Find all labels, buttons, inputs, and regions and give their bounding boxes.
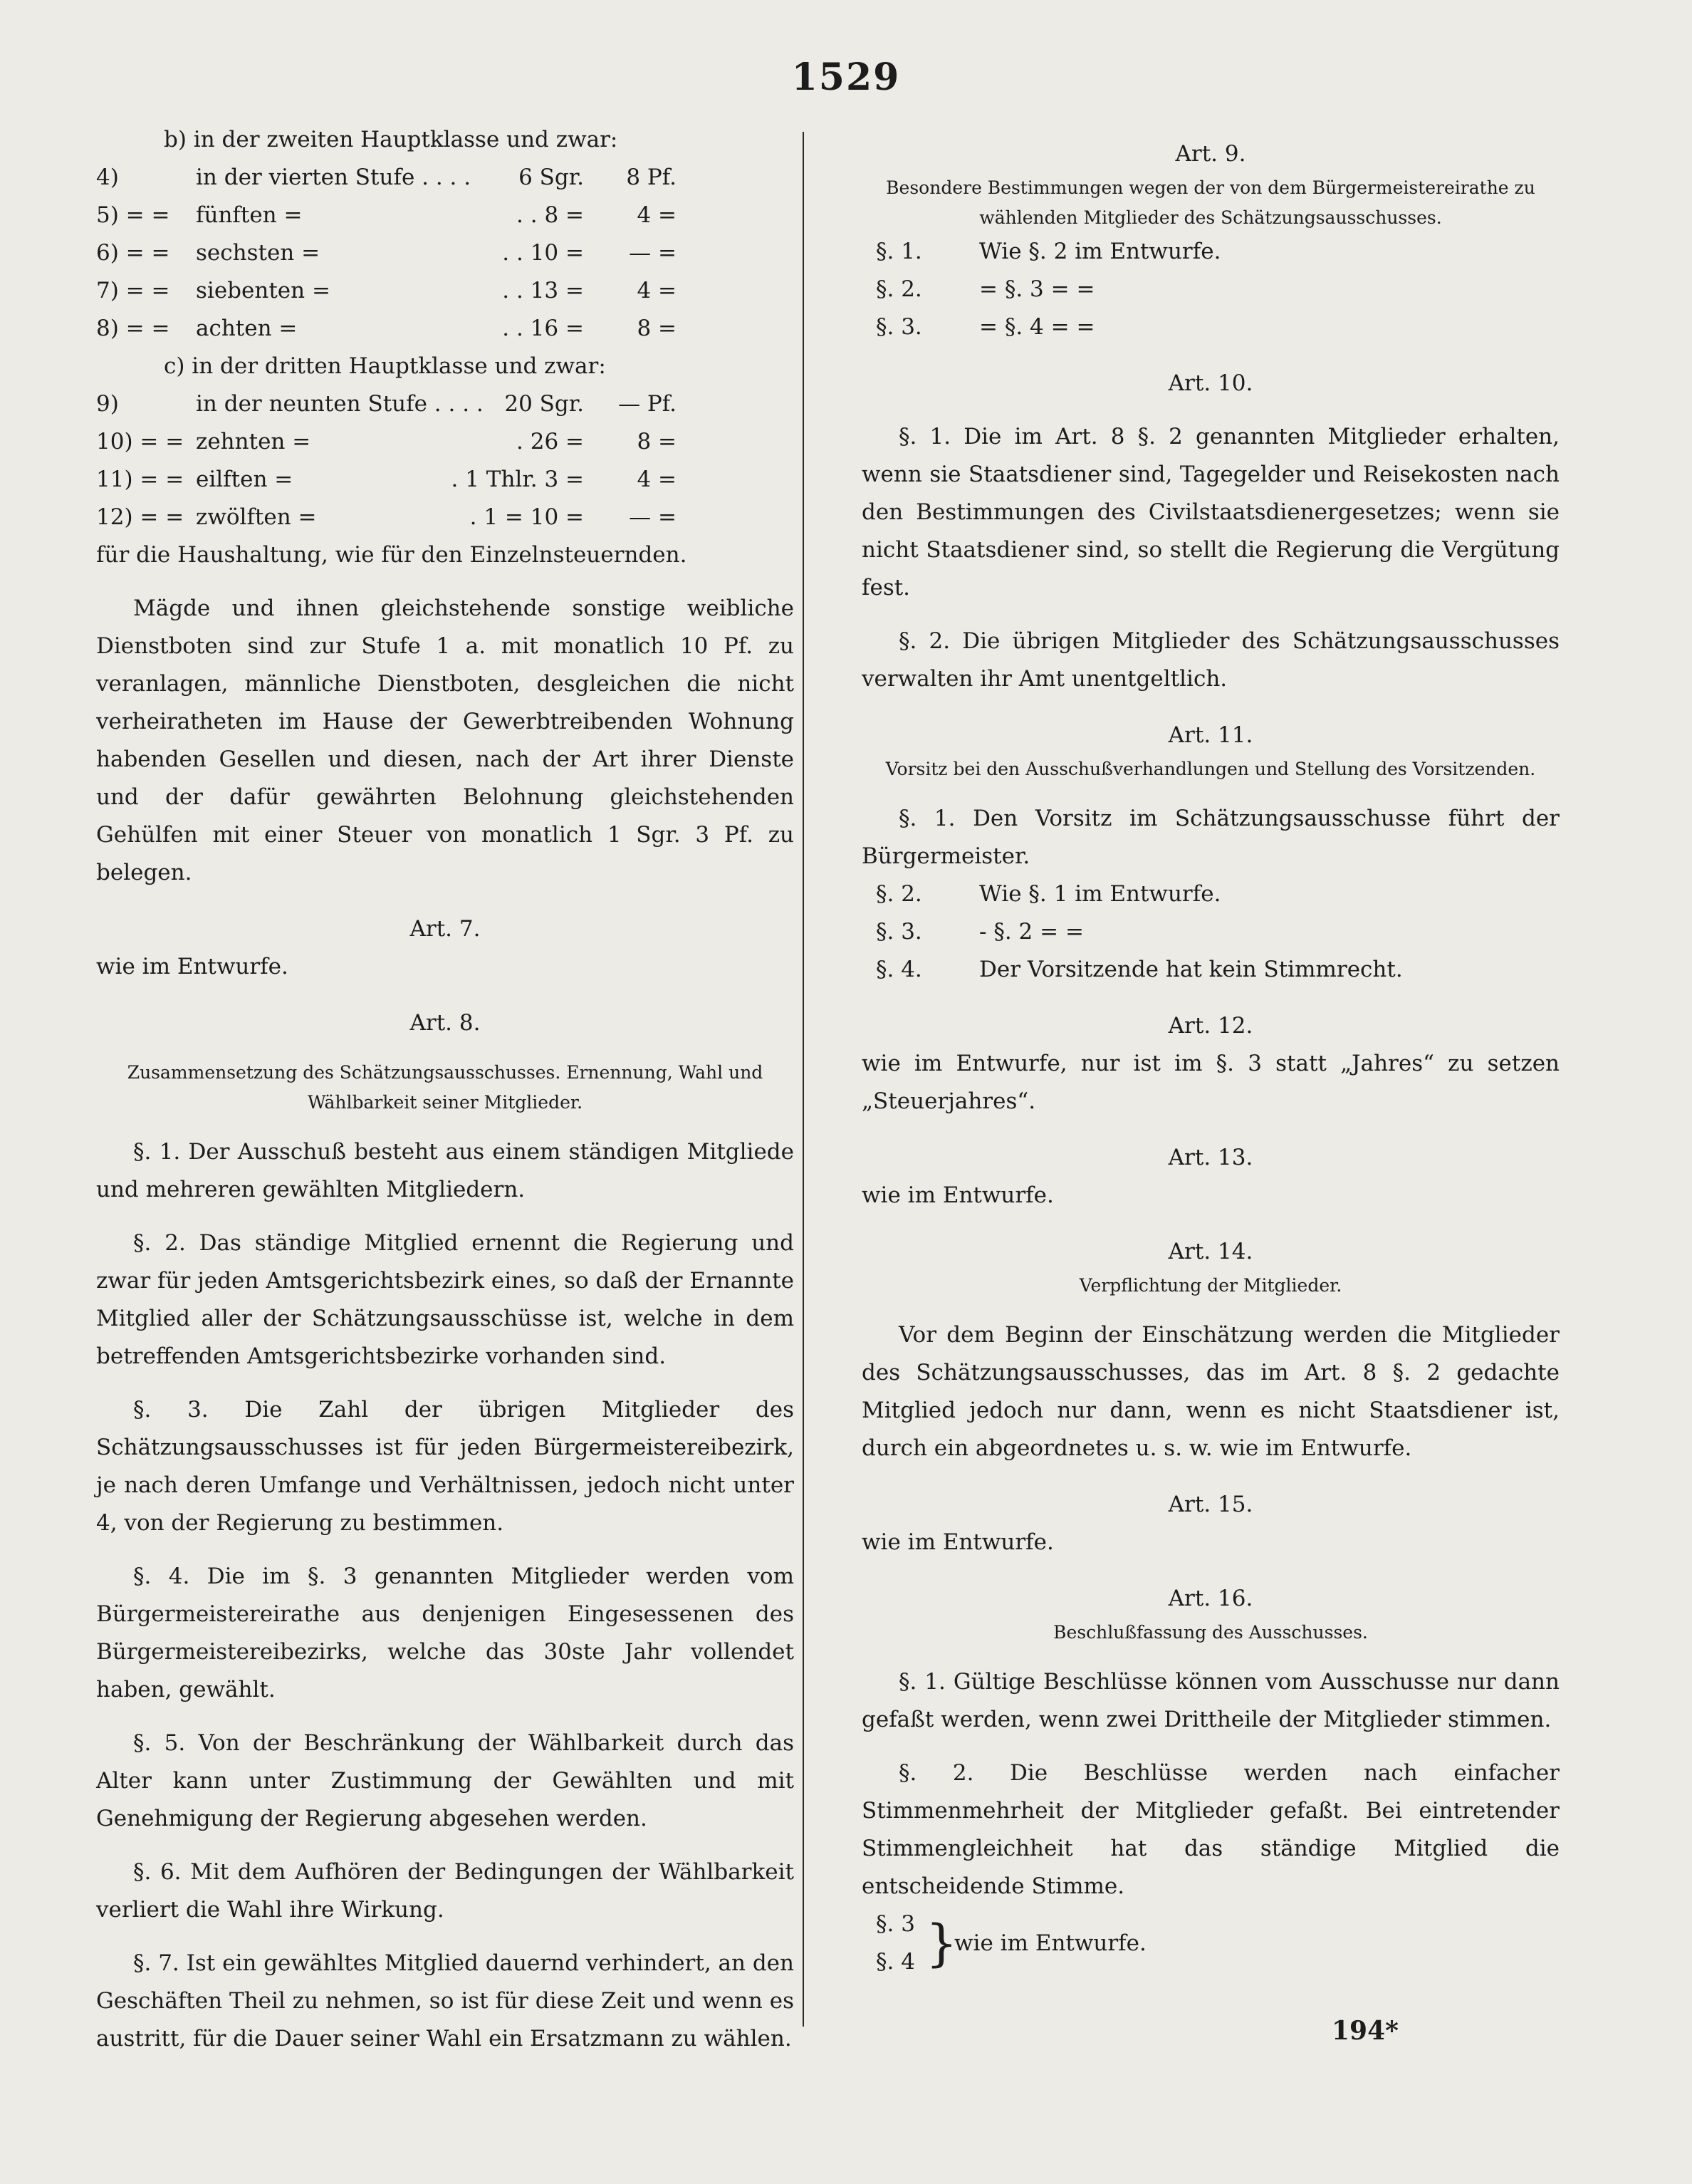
row-value-1: . . 8 = [516,202,584,228]
art-8-para-2: §. 2. Das ständige Mitglied ernennt die Regierung und zwar für jeden Amtsgerichtsbezirk eines, so daß der Ernannte Mitglied aller der Schätzungsausschüsse ist, welche in dem betreffenden Amtsgerichtsbezirke vorhanden sind. [96,1230,794,1369]
art-8-heading: Art. 8. [409,1010,481,1036]
art-10-para-1: §. 1. Die im Art. 8 §. 2 genannten Mitglieder erhalten, wenn sie Staatsdiener sind, Tagegelder und Reisekosten nach den Bestimmungen des Civilstaatsdienergesetzes; wenn sie nicht Staatsdiener sind, so stellt die Regierung die Vergütung fest. [862,424,1560,600]
paragraph-label: §. 3. [876,314,922,340]
art-7-heading: Art. 7. [409,916,481,942]
tariff-row [96,197,794,234]
row-stage: zehnten = [196,429,311,454]
tariff-row [96,423,794,461]
brace-glyph: } [926,1914,958,1972]
left-column [96,121,794,2058]
row-number: 12) = = [96,504,184,530]
paragraph-text: - §. 2 = = [979,919,1084,945]
row-value-2: 8 = [637,316,677,341]
row-number: 8) = = [96,316,170,341]
art-13-heading: Art. 13. [1168,1145,1253,1170]
paragraph-item [876,308,1560,346]
row-number: 9) [96,391,119,417]
class-b-heading: b) in der zweiten Hauptklasse und zwar: [164,127,618,152]
row-number: 7) = = [96,278,170,303]
page-number: 1529 [791,56,901,99]
art-14-subtitle: Verpflichtung der Mitglieder. [1079,1275,1342,1296]
art-16-para-3-4-text: wie im Entwurfe. [954,1930,1147,1956]
row-number: 4) [96,165,119,190]
row-stage: in der neunten Stufe . . . . [196,391,484,417]
column-divider [803,132,804,2027]
art-14-heading: Art. 14. [1168,1239,1253,1264]
row-value-1: . . 13 = [502,278,584,303]
row-value-1: 6 Sgr. [518,165,584,190]
row-value-2: 8 = [637,429,677,454]
class-c-heading: c) in der dritten Hauptklasse und zwar: [164,353,606,379]
art-10-heading: Art. 10. [1168,370,1253,396]
row-value-1: 20 Sgr. [504,391,584,417]
paragraph-label: §. 1. [876,239,922,264]
row-number: 6) = = [96,240,170,266]
art-16-heading: Art. 16. [1168,1586,1253,1611]
tariff-row [96,310,794,348]
paragraph-label: §. 4. [876,957,922,982]
maegde-paragraph: Mägde und ihnen gleichstehende sonstige weibliche Dienstboten sind zur Stufe 1 a. mit monatlich 10 Pf. zu veranlagen, männliche Dienstboten, desgleichen die nicht verheiratheten im Hause der Gewerbtreibenden Wohnung habenden Gesellen und diesen, nach der Art ihrer Dienste und der dafür gewährten Belohnung gleichstehenden Gehülfen mit einer Steuer von monatlich 1 Sgr. 3 Pf. zu belegen. [96,596,794,885]
row-value-1: . . 16 = [502,316,584,341]
art-12-heading: Art. 12. [1168,1013,1253,1039]
art-14-text: Vor dem Beginn der Einschätzung werden die Mitglieder des Schätzungsausschusses, das im Art. 8 §. 2 gedachte Mitglied jedoch nur dann, wenn es nicht Staatsdiener ist, durch ein abgeordnetes u. s. w. wie im Entwurfe. [862,1322,1560,1461]
class-b-table [96,159,794,348]
paragraph-text: = §. 3 = = [979,276,1095,302]
art-8-para-7: §. 7. Ist ein gewähltes Mitglied dauernd verhindert, an den Geschäften Theil zu nehmen, so ist für diese Zeit und wenn es austritt, für die Dauer seiner Wahl ein Ersatzmann zu wählen. [96,1950,794,2052]
paragraph-item [876,271,1560,308]
row-value-1: . . 10 = [502,240,584,266]
class-c-table [96,385,794,536]
row-stage: siebenten = [196,278,330,303]
paragraph-text: = §. 4 = = [979,314,1095,340]
art-11-heading: Art. 11. [1168,722,1253,748]
paragraph-item [876,913,1560,951]
paragraph-label: §. 2. [876,276,922,302]
art-8-para-6: §. 6. Mit dem Aufhören der Bedingungen der Wählbarkeit verliert die Wahl ihre Wirkung. [96,1859,794,1923]
art-16-para-3-label: §. 3 [876,1911,915,1937]
art-8-para-4: §. 4. Die im §. 3 genannten Mitglieder werden vom Bürgermeistereirathe aus denjenigen Eingesessenen des Bürgermeistereibezirks, welche das 30ste Jahr vollendet haben, gewählt. [96,1564,794,1702]
row-stage: in der vierten Stufe . . . . [196,165,471,190]
tariff-row [96,272,794,310]
art-7-text: wie im Entwurfe. [96,954,288,979]
art-9-items [862,233,1560,346]
row-stage: sechsten = [196,240,320,266]
art-8-subtitle: Zusammensetzung des Schätzungsausschusses. Ernennung, Wahl und Wählbarkeit seiner Mitglieder. [127,1062,763,1113]
row-number: 5) = = [96,202,170,228]
row-stage: zwölften = [196,504,317,530]
art-9-subtitle: Besondere Bestimmungen wegen der von dem Bürgermeistereirathe zu wählenden Mitglieder des Schätzungsausschusses. [886,177,1535,228]
art-8-para-1: §. 1. Der Ausschuß besteht aus einem ständigen Mitgliede und mehreren gewählten Mitgliedern. [96,1139,794,1202]
art-15-text: wie im Entwurfe. [862,1529,1054,1555]
art-16-para-2: §. 2. Die Beschlüsse werden nach einfacher Stimmenmehrheit der Mitglieder gefaßt. Bei eintretender Stimmengleichheit hat das ständige Mitglied die entscheidende Stimme. [862,1760,1560,1899]
tariff-row [96,385,794,423]
household-line: für die Haushaltung, wie für den Einzelnsteuernden. [96,542,687,568]
row-number: 10) = = [96,429,184,454]
row-value-2: 8 Pf. [626,165,677,190]
art-16-para-1: §. 1. Gültige Beschlüsse können vom Ausschusse nur dann gefaßt werden, wenn zwei Drittheile der Mitglieder stimmen. [862,1669,1560,1732]
art-11-para-1: §. 1. Den Vorsitz im Schätzungsausschusse führt der Bürgermeister. [862,806,1560,869]
row-value-1: . 1 Thlr. 3 = [451,467,584,492]
row-value-2: — = [629,504,677,530]
tariff-row [96,499,794,536]
art-11-items [862,875,1560,989]
art-12-text: wie im Entwurfe, nur ist im §. 3 statt „Jahres“ zu setzen „Steuerjahres“. [862,1051,1560,1114]
row-stage: eilften = [196,467,293,492]
paragraph-item [876,233,1560,271]
art-15-heading: Art. 15. [1168,1492,1253,1517]
row-value-1: . 26 = [516,429,584,454]
art-16-para-3-4 [862,1905,1560,1982]
row-value-1: . 1 = 10 = [469,504,584,530]
row-stage: achten = [196,316,298,341]
paragraph-text: Der Vorsitzende hat kein Stimmrecht. [979,957,1403,982]
row-value-2: — Pf. [618,391,677,417]
paragraph-text: Wie §. 2 im Entwurfe. [979,239,1221,264]
paragraph-label: §. 3. [876,919,922,945]
row-value-2: 4 = [637,202,677,228]
art-13-text: wie im Entwurfe. [862,1182,1054,1208]
tariff-row [96,461,794,499]
art-16-para-4-label: §. 4 [876,1949,915,1975]
right-column [862,121,1560,1982]
paragraph-item [876,951,1560,989]
row-number: 11) = = [96,467,184,492]
tariff-row [96,159,794,197]
art-8-para-5: §. 5. Von der Beschränkung der Wählbarkeit durch das Alter kann unter Zustimmung der Gewählten und mit Genehmigung der Regierung abgesehen werden. [96,1730,794,1831]
paragraph-text: Wie §. 1 im Entwurfe. [979,881,1221,907]
art-16-subtitle: Beschlußfassung des Ausschusses. [1053,1622,1368,1643]
paragraph-label: §. 2. [876,881,922,907]
art-11-subtitle: Vorsitz bei den Ausschußverhandlungen und Stellung des Vorsitzenden. [885,759,1536,779]
art-8-para-3: §. 3. Die Zahl der übrigen Mitglieder des Schätzungsausschusses ist für jeden Bürgermeistereibezirk, je nach deren Umfange und Verhältnissen, jedoch nicht unter 4, von der Regierung zu bestimmen. [96,1397,794,1536]
tariff-row [96,234,794,272]
row-value-2: — = [629,240,677,266]
row-value-2: 4 = [637,467,677,492]
row-value-2: 4 = [637,278,677,303]
art-9-heading: Art. 9. [1175,141,1246,167]
art-10-para-2: §. 2. Die übrigen Mitglieder des Schätzungsausschusses verwalten ihr Amt unentgeltlich. [862,628,1560,692]
row-stage: fünften = [196,202,303,228]
paragraph-item [876,875,1560,913]
footer-signature-mark: 194* [1332,2016,1399,2046]
